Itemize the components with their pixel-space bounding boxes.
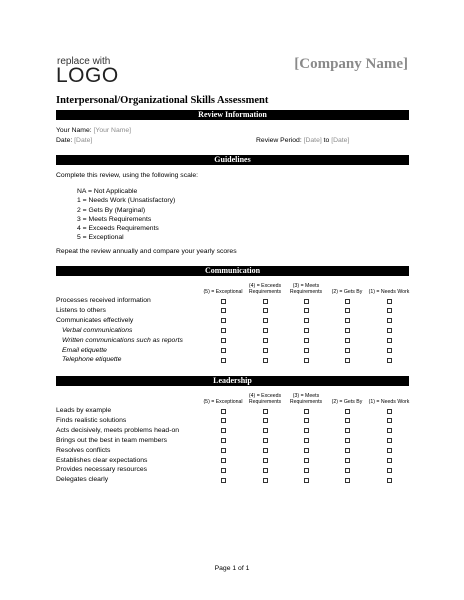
scale-item: 3 = Meets Requirements [77,215,152,223]
rating-checkbox[interactable] [387,318,392,323]
rating-checkbox[interactable] [387,468,392,473]
rating-checkbox[interactable] [304,308,309,313]
rating-checkbox[interactable] [345,418,350,423]
rating-checkbox[interactable] [304,428,309,433]
rating-checkbox[interactable] [263,428,268,433]
criteria-label: Listens to others [56,306,106,314]
document-title: Interpersonal/Organizational Skills Assessment [56,95,269,106]
rating-checkbox[interactable] [387,478,392,483]
rating-checkbox[interactable] [221,409,226,414]
rating-checkbox[interactable] [263,468,268,473]
rating-checkbox[interactable] [304,409,309,414]
rating-checkbox[interactable] [304,338,309,343]
rating-checkbox[interactable] [387,299,392,304]
column-header-line2: (5) = Exceptional [203,399,243,405]
your-name-label: Your Name: [56,127,92,134]
review-period-row [256,137,349,145]
review-period-from[interactable]: [Date] [303,137,322,144]
rating-checkbox[interactable] [263,438,268,443]
guidelines-intro: Complete this review, using the following scale: [56,172,199,179]
rating-checkbox[interactable] [263,418,268,423]
rating-checkbox[interactable] [304,348,309,353]
rating-checkbox[interactable] [387,428,392,433]
review-period-label: Review Period: [256,137,302,144]
column-header-line2: Requirements [289,289,323,295]
company-name: [Company Name] [294,56,408,72]
rating-checkbox[interactable] [221,318,226,323]
rating-checkbox[interactable] [345,338,350,343]
scale-item: NA = Not Applicable [77,188,138,195]
scale-item: 1 = Needs Work (Unsatisfactory) [77,197,176,205]
rating-checkbox[interactable] [221,338,226,343]
rating-checkbox[interactable] [221,348,226,353]
rating-checkbox[interactable] [304,438,309,443]
rating-checkbox[interactable] [221,458,226,463]
guidelines-header: Guidelines [56,155,409,165]
rating-checkbox[interactable] [387,308,392,313]
rating-checkbox[interactable] [387,348,392,353]
rating-checkbox[interactable] [263,478,268,483]
rating-checkbox[interactable] [221,299,226,304]
criteria-label: Delegates clearly [56,476,109,484]
rating-checkbox[interactable] [221,438,226,443]
rating-checkbox[interactable] [387,358,392,363]
page-number: Page 1 of 1 [214,565,250,572]
column-header-line2: (2) = Gets By [331,399,363,405]
criteria-label: Brings out the best in team members [56,436,168,444]
rating-checkbox[interactable] [345,409,350,414]
rating-checkbox[interactable] [387,458,392,463]
scale-list [77,187,175,243]
rating-checkbox[interactable] [387,448,392,453]
criteria-label: Processes received information [56,297,151,304]
criteria-label: Resolves conflicts [56,446,111,454]
rating-checkbox[interactable] [345,458,350,463]
logo-placeholder: LOGO [56,64,119,87]
rating-checkbox[interactable] [263,358,268,363]
scale-item: 4 = Exceeds Requirements [77,225,159,233]
column-header-line1: (3) = Meets [292,393,320,399]
column-header-line2: Requirements [289,399,323,405]
criteria-label: Communicates effectively [56,316,134,324]
rating-checkbox[interactable] [304,358,309,363]
column-header-line1: (4) = Exceeds [248,283,282,289]
column-header-line2: (5) = Exceptional [203,289,243,295]
rating-checkbox[interactable] [387,418,392,423]
scale-item: 2 = Gets By (Marginal) [77,206,146,214]
rating-checkbox[interactable] [387,338,392,343]
rating-checkbox[interactable] [263,338,268,343]
your-name-value[interactable]: [Your Name] [93,127,132,134]
rating-checkbox[interactable] [263,409,268,414]
rating-checkbox[interactable] [387,438,392,443]
your-name-row [56,127,131,135]
leadership-header: Leadership [56,376,409,386]
rating-checkbox[interactable] [263,348,268,353]
rating-checkbox[interactable] [345,308,350,313]
column-header-line2: Requirements [248,289,282,295]
rating-checkbox[interactable] [345,478,350,483]
rating-checkbox[interactable] [345,438,350,443]
date-value[interactable]: [Date] [74,137,93,144]
column-header-line1: (4) = Exceeds [248,393,282,399]
rating-checkbox[interactable] [263,318,268,323]
rating-checkbox[interactable] [263,328,268,333]
rating-checkbox[interactable] [221,428,226,433]
rating-checkbox[interactable] [221,478,226,483]
column-header-line2: (1) = Needs Work [368,399,410,405]
review-period-to[interactable]: [Date] [331,137,350,144]
rating-checkbox[interactable] [221,328,226,333]
logo-caption: replace with [57,56,111,67]
rating-checkbox[interactable] [221,468,226,473]
rating-checkbox[interactable] [221,448,226,453]
rating-checkbox[interactable] [345,448,350,453]
criteria-label: Written communications such as reports [62,336,183,344]
rating-checkbox[interactable] [263,448,268,453]
rating-checkbox[interactable] [345,358,350,363]
rating-checkbox[interactable] [345,328,350,333]
scale-item: 5 = Exceptional [77,234,124,242]
rating-checkbox[interactable] [304,478,309,483]
criteria-label: Leads by example [56,407,112,414]
rating-checkbox[interactable] [304,458,309,463]
column-header-line1: (3) = Meets [292,283,320,289]
rating-checkbox[interactable] [387,409,392,414]
rating-checkbox[interactable] [304,418,309,423]
rating-checkbox[interactable] [221,418,226,423]
column-header-line2: (2) = Gets By [331,289,363,295]
rating-checkbox[interactable] [345,468,350,473]
rating-checkbox[interactable] [304,328,309,333]
rating-checkbox[interactable] [221,308,226,313]
rating-checkbox[interactable] [263,308,268,313]
rating-checkbox[interactable] [345,299,350,304]
date-label: Date: [56,137,73,144]
criteria-label: Acts decisively, meets problems head-on [56,426,180,434]
criteria-label: Verbal communications [62,326,133,334]
column-header-line2: (1) = Needs Work [368,289,410,295]
rating-checkbox[interactable] [304,318,309,323]
column-header [364,283,414,295]
rating-checkbox[interactable] [304,299,309,304]
rating-checkbox[interactable] [304,448,309,453]
criteria-label: Establishes clear expectations [56,456,148,464]
rating-checkbox[interactable] [221,358,226,363]
rating-checkbox[interactable] [263,299,268,304]
rating-checkbox[interactable] [345,428,350,433]
criteria-label: Telephone etiquette [62,356,122,364]
criteria-label: Provides necessary resources [56,466,148,474]
column-header-line2: Requirements [248,399,282,405]
review-information-header: Review Information [56,110,409,120]
criteria-label: Email etiquette [62,346,107,354]
communication-header: Communication [56,266,409,276]
column-header [364,393,414,405]
review-period-to-word: to [323,137,330,144]
rating-checkbox[interactable] [263,458,268,463]
date-row [56,137,92,145]
rating-checkbox[interactable] [345,318,350,323]
guidelines-outro: Repeat the review annually and compare your yearly scores [56,248,237,255]
rating-checkbox[interactable] [345,348,350,353]
criteria-label: Finds realistic solutions [56,416,127,424]
rating-checkbox[interactable] [387,328,392,333]
rating-checkbox[interactable] [304,468,309,473]
